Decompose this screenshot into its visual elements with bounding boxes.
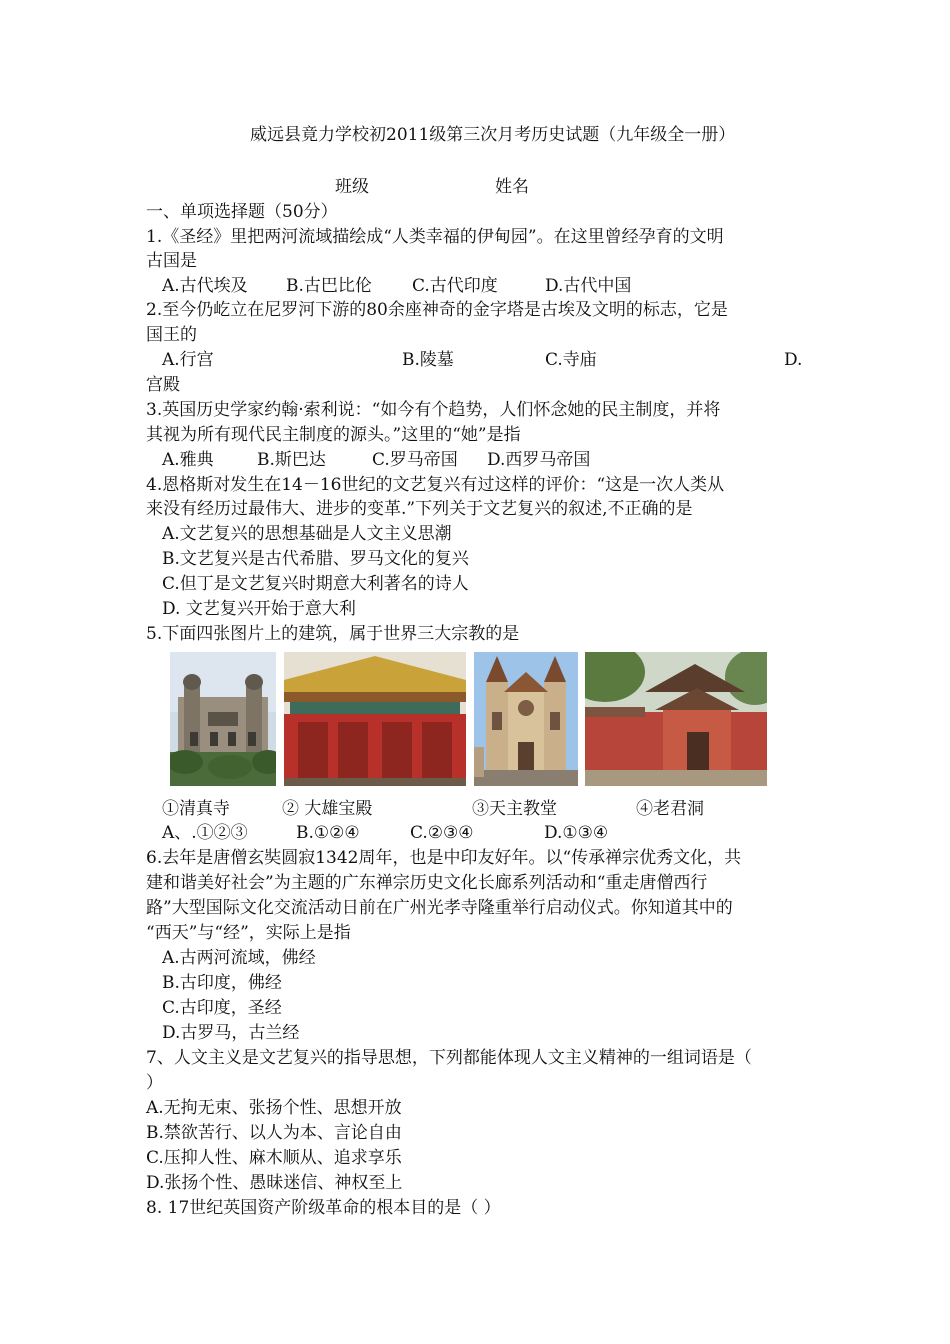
option-a: A.雅典: [162, 450, 214, 470]
option-b: B.古巴比伦: [286, 276, 372, 296]
question-6-option-d: D.古罗马，古兰经: [162, 1023, 300, 1043]
option-d: D.①③④: [544, 823, 609, 843]
question-3-stem: 3.英国历史学家约翰·索利说：“如今有个趋势，人们怀念她的民主制度，并将: [146, 400, 721, 420]
option-d: D.: [784, 350, 803, 370]
option-b: B.①②④: [296, 823, 360, 843]
question-7-option-b: B.禁欲苦行、以人为本、言论自由: [146, 1123, 402, 1143]
question-6-stem-3: 路”大型国际文化交流活动日前在广州光孝寺隆重举行启动仪式。你知道其中的: [146, 898, 733, 918]
name-label: 姓名: [495, 177, 529, 197]
question-2-option-d-wrap: 宫殿: [146, 375, 180, 395]
question-7-option-a: A.无拘无束、张扬个性、思想开放: [146, 1098, 402, 1118]
temple-hall-photo: [284, 652, 466, 786]
question-4-option-c: C.但丁是文艺复兴时期意大利著名的诗人: [162, 574, 469, 594]
taoist-temple-photo: [585, 652, 767, 786]
question-4-option-d: D. 文艺复兴开始于意大利: [162, 599, 356, 619]
option-b: B.斯巴达: [257, 450, 326, 470]
option-d: D.古代中国: [545, 276, 632, 296]
class-label: 班级: [335, 177, 369, 197]
question-8-stem: 8. 17世纪英国资产阶级革命的根本目的是（ ）: [146, 1198, 501, 1218]
question-3-options: [162, 448, 762, 472]
question-1-stem-cont: 古国是: [146, 251, 197, 271]
question-6-option-b: B.古印度，佛经: [162, 973, 282, 993]
question-6-option-c: C.古印度，圣经: [162, 998, 282, 1018]
option-c: C.罗马帝国: [372, 450, 458, 470]
question-7-option-c: C.压抑人性、麻木顺从、追求享乐: [146, 1148, 402, 1168]
section-heading: 一、单项选择题（50分）: [146, 202, 338, 222]
option-c: C.寺庙: [545, 350, 597, 370]
option-c: C.古代印度: [412, 276, 498, 296]
cathedral-photo: [474, 652, 578, 786]
option-a: A.行宫: [162, 350, 214, 370]
option-b: B.陵墓: [402, 350, 454, 370]
question-2-stem-cont: 国王的: [146, 325, 197, 345]
question-4-option-a: A.文艺复兴的思想基础是人文主义思潮: [162, 524, 452, 544]
mosque-photo: [170, 652, 276, 786]
question-1-options: [162, 274, 862, 298]
question-1-stem: 1.《圣经》里把两河流域描绘成“人类幸福的伊甸园”。在这里曾经孕育的文明: [146, 227, 724, 247]
question-4-option-b: B.文艺复兴是古代希腊、罗马文化的复兴: [162, 549, 469, 569]
question-7-stem-cont: ）: [146, 1073, 163, 1093]
option-c: C.②③④: [410, 823, 474, 843]
question-6-stem-2: 建和谐美好社会”为主题的广东禅宗历史文化长廊系列活动和“重走唐僧西行: [146, 873, 708, 893]
question-3-stem-cont: 其视为所有现代民主制度的源头。”这里的“她”是指: [146, 425, 521, 445]
caption-1: ①清真寺: [162, 799, 230, 819]
question-7-option-d: D.张扬个性、愚昧迷信、神权至上: [146, 1173, 403, 1193]
question-2-options: [162, 348, 812, 372]
option-d: D.西罗马帝国: [487, 450, 591, 470]
question-4-stem-cont: 来没有经历过最伟大、进步的变革.”下列关于文艺复兴的叙述,不正确的是: [146, 499, 693, 519]
caption-2: ② 大雄宝殿: [282, 799, 373, 819]
question-6-stem-4: “西天”与“经”，实际上是指: [146, 923, 351, 943]
caption-4: ④老君洞: [636, 799, 704, 819]
option-a: A.古代埃及: [162, 276, 248, 296]
exam-title: 威远县竟力学校初2011级第三次月考历史试题（九年级全一册）: [250, 125, 736, 145]
caption-3: ③天主教堂: [472, 799, 557, 819]
question-2-stem: 2.至今仍屹立在尼罗河下游的80余座神奇的金字塔是古埃及文明的标志，它是: [146, 300, 728, 320]
question-5-stem: 5.下面四张图片上的建筑，属于世界三大宗教的是: [146, 624, 520, 644]
question-6-option-a: A.古两河流域，佛经: [162, 948, 316, 968]
option-a: A、.①②③: [162, 823, 248, 843]
question-7-stem: 7、人文主义是文艺复兴的指导思想，下列都能体现人文主义精神的一组词语是（: [146, 1048, 752, 1068]
question-6-stem-1: 6.去年是唐僧玄奘圆寂1342周年，也是中印友好年。以“传承禅宗优秀文化，共: [146, 848, 742, 868]
question-4-stem: 4.恩格斯对发生在14－16世纪的文艺复兴有过这样的评价：“这是一次人类从: [146, 475, 725, 495]
question-5-options: [162, 821, 762, 845]
